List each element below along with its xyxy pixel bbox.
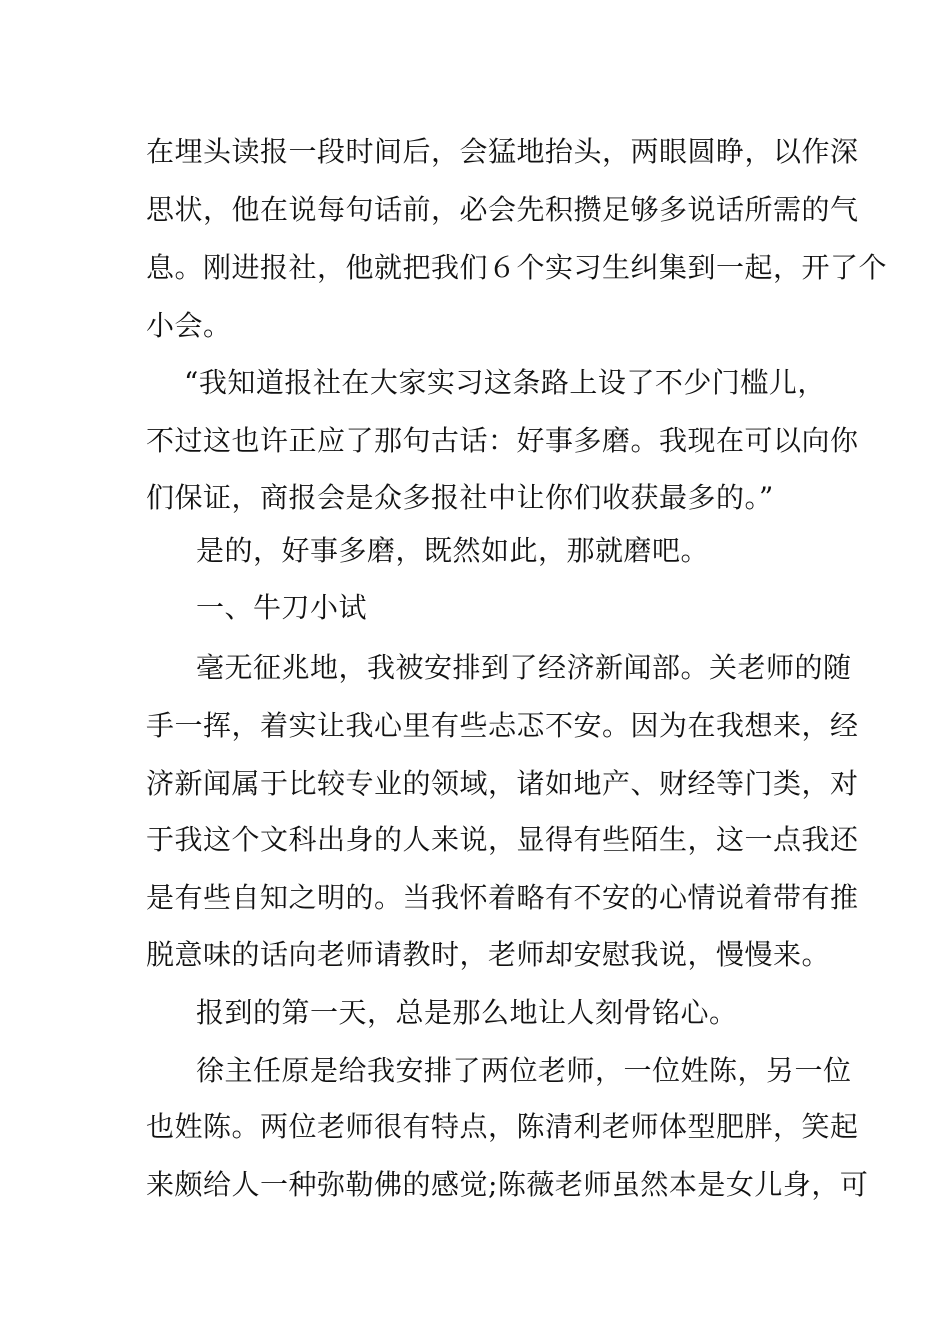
text-line: 手一挥，着实让我心里有些忐忑不安。因为在我想来，经 [146,709,859,742]
text-line: 来颇给人一种弥勒佛的感觉;陈薇老师虽然本是女儿身，可 [146,1168,869,1201]
text-line: 在埋头读报一段时间后，会猛地抬头，两眼圆睁，以作深 [146,135,859,168]
text-line: 毫无征兆地，我被安排到了经济新闻部。关老师的随 [196,651,852,684]
text-line: 小会。 [146,309,232,342]
text-line: 是有些自知之明的。当我怀着略有不安的心情说着带有推 [146,881,859,914]
text-line: 息。刚进报社，他就把我们６个实习生纠集到一起，开了个 [146,251,888,284]
text-line: 不过这也许正应了那句古话：好事多磨。我现在可以向你 [146,424,859,457]
text-line: 于我这个文科出身的人来说，显得有些陌生，这一点我还 [146,823,859,856]
text-line: “我知道报社在大家实习这条路上设了不少门槛儿， [184,366,826,399]
text-line: 徐主任原是给我安排了两位老师，一位姓陈，另一位 [196,1054,852,1087]
text-line: 脱意味的话向老师请教时，老师却安慰我说，慢慢来。 [146,938,831,971]
text-line: 是的，好事多磨，既然如此，那就磨吧。 [196,534,710,567]
text-line: 思状，他在说每句话前，必会先积攒足够多说话所需的气 [146,193,859,226]
text-line: 报到的第一天，总是那么地让人刻骨铭心。 [196,996,738,1029]
text-line: 也姓陈。两位老师很有特点，陈清利老师体型肥胖，笑起 [146,1110,859,1143]
text-line: 济新闻属于比较专业的领域，诸如地产、财经等门类，对 [146,767,859,800]
section-heading: 一、牛刀小试 [196,591,368,624]
text-line: 们保证，商报会是众多报社中让你们收获最多的。” [146,481,774,514]
